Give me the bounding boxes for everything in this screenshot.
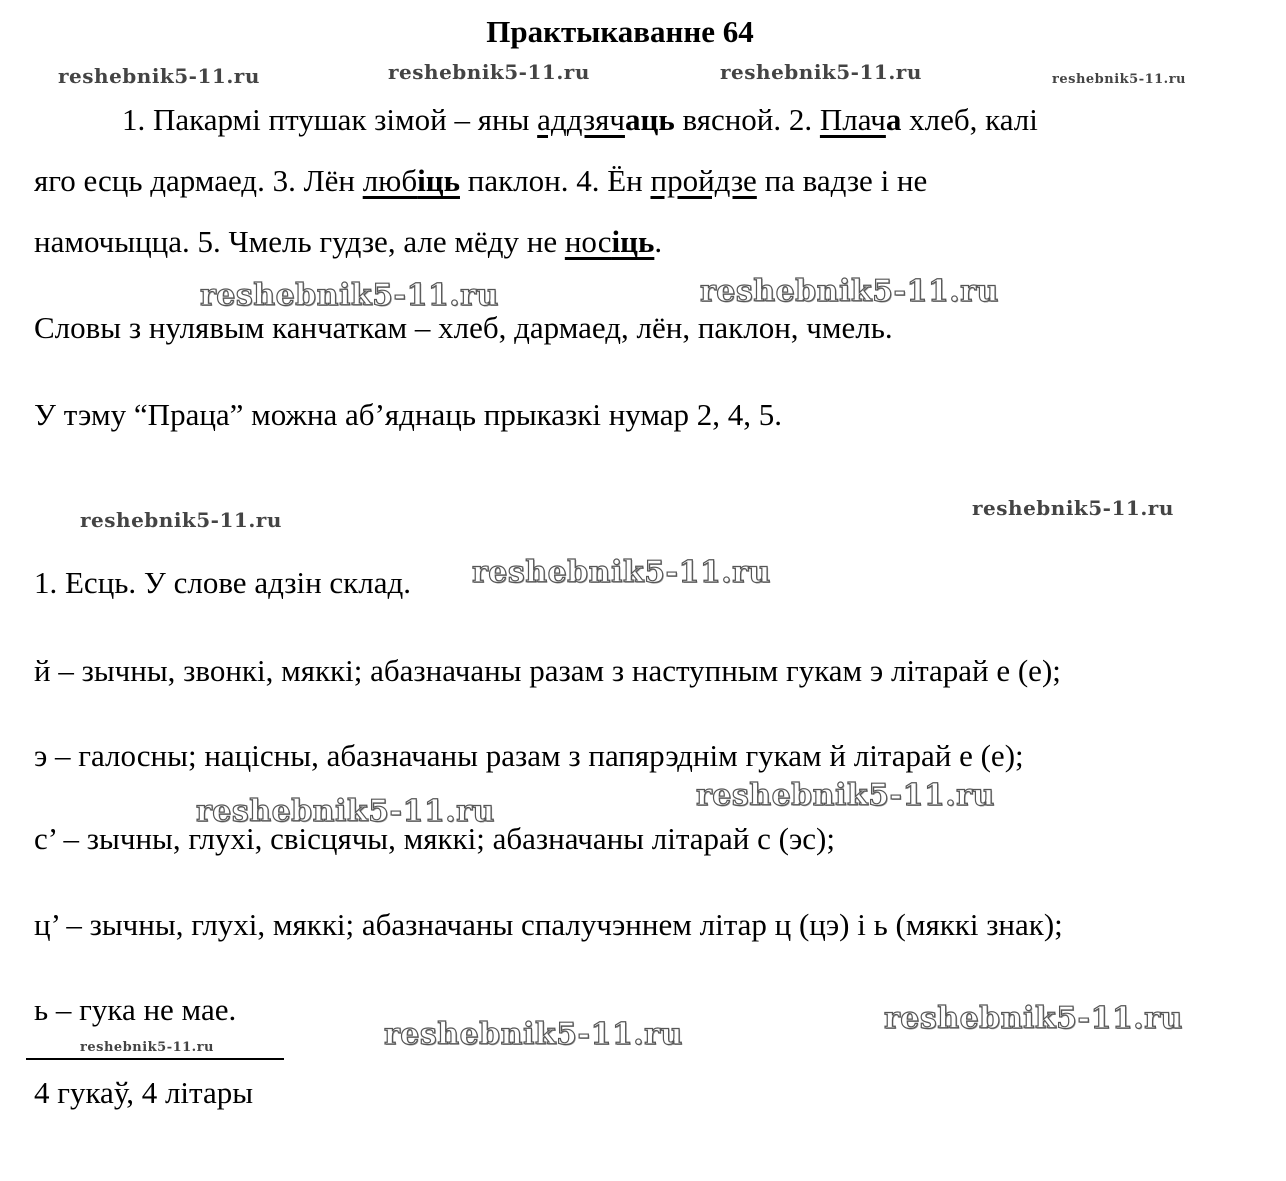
analysis-heading: 1. Есць. У слове адзін склад.	[34, 565, 411, 600]
proverbs-line-1: 1. Пакармі птушак зімой – яны аддзячаць вясной. 2. Плача хлеб, калі	[122, 102, 1038, 137]
watermark: reshebnik5-11.ru	[58, 64, 260, 88]
proverbs-line-3: намочыцца. 5. Чмель гудзе, але мёду не носіць.	[34, 224, 663, 259]
watermark: reshebnik5-11.ru	[80, 508, 282, 532]
watermark: reshebnik5-11.ru	[720, 60, 922, 84]
watermark: reshebnik5-11.ru	[884, 1001, 1183, 1036]
watermark: reshebnik5-11.ru	[700, 274, 999, 309]
summary-text: 4 гукаў, 4 літары	[34, 1075, 254, 1110]
theme-text: У тэму “Праца” можна аб’яднаць прыказкі нумар 2, 4, 5.	[34, 397, 783, 432]
proverbs-line-2: яго есць дармаед. 3. Лён любіць паклон. 4. Ён пройдзе па вадзе і не	[34, 163, 928, 198]
analysis-item: с’ – зычны, глухі, свісцячы, мяккі; абазначаны літарай с (эс);	[34, 821, 835, 856]
analysis-item: ь – гука не мае.	[34, 992, 237, 1027]
analysis-item: ц’ – зычны, глухі, мяккі; абазначаны спалучэннем літар ц (цэ) і ь (мяккі знак);	[34, 907, 1063, 942]
watermark: reshebnik5-11.ru	[388, 60, 590, 84]
watermark: reshebnik5-11.ru	[196, 794, 495, 829]
page-title: Практыкаванне 64	[486, 14, 754, 49]
analysis-item: э – галосны; націсны, абазначаны разам з папярэднім гукам й літарай е (е);	[34, 738, 1024, 773]
divider-line	[26, 1058, 284, 1060]
watermark: reshebnik5-11.ru	[384, 1017, 683, 1052]
watermark: reshebnik5-11.ru	[472, 555, 771, 590]
watermark: reshebnik5-11.ru	[1052, 72, 1187, 87]
watermark: reshebnik5-11.ru	[972, 496, 1174, 520]
watermark: reshebnik5-11.ru	[696, 778, 995, 813]
zero-endings-text: Словы з нулявым канчаткам – хлеб, дармаед, лён, паклон, чмель.	[34, 310, 893, 345]
watermark: reshebnik5-11.ru	[80, 1040, 215, 1055]
watermark: reshebnik5-11.ru	[200, 278, 499, 313]
analysis-item: й – зычны, звонкі, мяккі; абазначаны разам з наступным гукам э літарай е (е);	[34, 653, 1061, 688]
